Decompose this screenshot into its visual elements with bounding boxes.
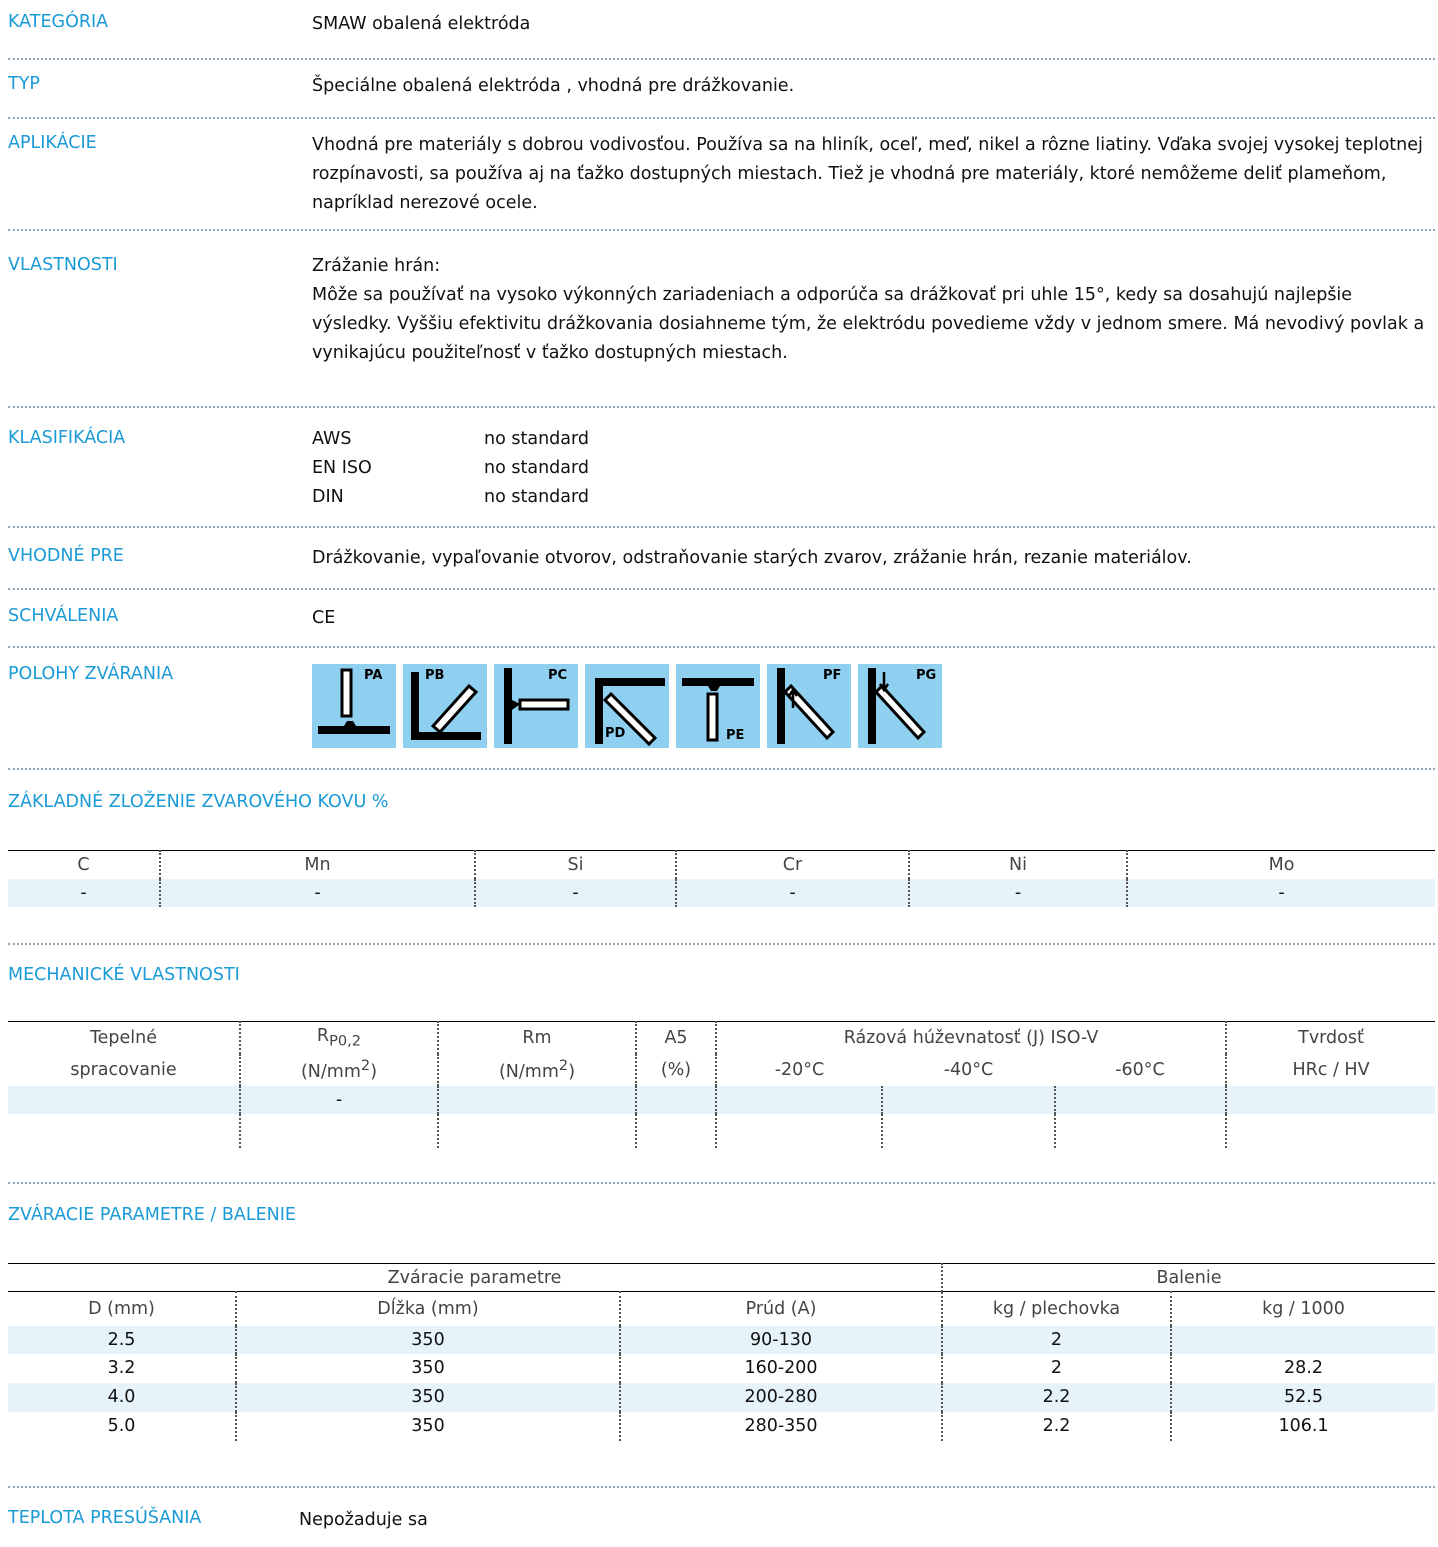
params-header: D (mm) [88,1298,155,1319]
position-code: PG [916,668,937,683]
cell: 106.1 [1171,1412,1435,1441]
position-code: PD [605,726,626,741]
klasifikacia-std: DIN [312,487,344,507]
cell [240,1114,438,1148]
rp-unit: (N/mm [300,1061,361,1082]
rp-sup: 2 [360,1057,371,1075]
divider [8,588,1435,590]
cell: 2 [942,1354,1171,1383]
klasifikacia-val: no standard [484,429,589,449]
value-aplikacie: Vhodná pre materiály s dobrou vodivosťou. Používa sa na hliník, oceľ, meď, nikel a rôzne liatiny. Vďaka svojej vysokej teplotnej rozpínavosti, sa používa aj na ťažko dostupných miestach. Tiež je vhodná pre materiály, ktoré nemôžeme deliť plameňom, napríklad nerezové ocele. [312,135,1423,213]
composition-value: - [160,879,475,907]
cell: 90-130 [620,1326,942,1354]
position-code: PE [726,728,745,743]
mechanical-table [8,1021,1435,1148]
composition-value: - [909,879,1127,907]
value-presusanie: Nepožaduje sa [299,1510,428,1530]
header-hardness-unit: HRc / HV [1226,1054,1435,1086]
cell: 3.2 [107,1358,136,1378]
cell: 280-350 [620,1412,942,1441]
cell: 350 [236,1354,620,1383]
cell: 350 [236,1326,620,1354]
table-row [8,1114,1435,1148]
position-pg-icon [858,664,942,748]
value-vlastnosti [312,252,1435,368]
composition-title-text: ZÁKLADNÉ ZLOŽENIE ZVAROVÉHO KOVU % [8,792,389,812]
table-row [8,1086,1435,1114]
position-code: PF [823,668,842,683]
divider [8,229,1435,231]
composition-value: - [676,879,909,907]
params-header: kg / plechovka [942,1292,1171,1326]
divider [8,646,1435,648]
cell: 350 [236,1383,620,1412]
divider [8,1486,1435,1488]
rm-unit: (N/mm [498,1061,559,1082]
cell: 200-280 [620,1383,942,1412]
rm-close: ) [568,1061,576,1082]
cell [1055,1086,1226,1114]
params-table [8,1263,1435,1441]
header-impact: Rázová húževnatosť (J) ISO-V [716,1022,1226,1054]
cell [1226,1114,1435,1148]
cell: 4.0 [107,1387,136,1407]
group-zvaracie: Zváracie parametre [387,1267,562,1288]
header-tepelne: Tepelné [89,1027,158,1048]
position-icons [312,664,942,748]
cell [8,1114,240,1148]
group-balenie: Balenie [942,1264,1435,1292]
cell [438,1086,636,1114]
composition-header: Mn [160,851,475,879]
cell [1055,1114,1226,1148]
composition-header: Cr [676,851,909,879]
klasifikacia-item [312,454,1435,483]
cell: 2 [942,1326,1171,1354]
table-header-row [8,1292,1435,1326]
rp-symbol: R [316,1026,330,1046]
table-row [8,1354,1435,1383]
position-code: PC [548,668,568,683]
divider [8,943,1435,945]
cell: 5.0 [107,1416,136,1436]
params-header: Dĺžka (mm) [236,1292,620,1326]
value-vhodne-pre: Drážkovanie, vypaľovanie otvorov, odstraňovanie starých zvarov, zrážanie hrán, rezanie materiálov. [312,548,1192,568]
position-pc-icon [494,664,578,748]
divider [8,58,1435,60]
header-rp [240,1022,438,1054]
composition-header: C [77,854,90,875]
label-vlastnosti: VLASTNOSTI [8,255,118,275]
table-header-row [8,1264,1435,1292]
composition-header: Si [475,851,676,879]
vlastnosti-line2: Môže sa používať na vysoko výkonných zariadeniach a odporúča sa drážkovať pri uhle 15°, kedy sa dosahujú najlepšie výsledky. Vyššiu efektivitu drážkovania dosiahneme tým, že elektródu povedieme vždy v jednom smere. Má nevodivý povlak a vynikajúcu použiteľnosť v ťažko dostupných miestach. [312,285,1425,363]
klasifikacia-item [312,425,1435,454]
position-pa-icon [312,664,396,748]
table-header-row [8,1054,1435,1086]
divider [8,406,1435,408]
divider [8,768,1435,770]
label-polohy: POLOHY ZVÁRANIA [8,664,174,684]
vlastnosti-line1: Zrážanie hrán: [312,256,441,276]
cell: 2.5 [107,1329,136,1350]
composition-header: Ni [909,851,1127,879]
klasifikacia-val: no standard [484,487,589,507]
header-hardness: Tvrdosť [1226,1022,1435,1054]
composition-value: - [80,882,87,903]
cell [636,1114,716,1148]
value-kategoria: SMAW obalená elektróda [312,14,531,34]
position-pf-icon [767,664,851,748]
cell: 28.2 [1171,1354,1435,1383]
label-aplikacie: APLIKÁCIE [8,133,97,153]
cell [716,1086,882,1114]
table-row [8,879,1435,907]
mechanical-title-text: MECHANICKÉ VLASTNOSTI [8,965,240,985]
cell [716,1114,882,1148]
header-t40: -40°C [943,1059,994,1080]
header-t60: -60°C [1115,1059,1165,1080]
klasifikacia-std: AWS [312,429,352,449]
header-rp-unit [240,1054,438,1086]
cell: 2.2 [942,1383,1171,1412]
cell [882,1114,1055,1148]
header-t20: -20°C [716,1054,882,1086]
label-kategoria: KATEGÓRIA [8,12,109,32]
cell [1226,1086,1435,1114]
params-header: Prúd (A) [620,1292,942,1326]
cell: 350 [236,1412,620,1441]
position-code: PA [364,668,383,683]
position-pe-icon [676,664,760,748]
cell [1171,1326,1435,1354]
value-schvalenia: CE [312,608,336,628]
composition-header: Mo [1127,851,1435,879]
divider [8,117,1435,119]
composition-table [8,850,1435,907]
rp-close: ) [370,1061,378,1082]
klasifikacia-list [312,425,1435,512]
table-row [8,1412,1435,1441]
cell: 2.2 [942,1412,1171,1441]
table-header-row [8,851,1435,879]
rm-sup: 2 [558,1057,569,1075]
composition-value: - [1127,879,1435,907]
cell: 52.5 [1171,1383,1435,1412]
header-a5-unit: (%) [636,1054,716,1086]
composition-value: - [475,879,676,907]
header-rm-unit [438,1054,636,1086]
klasifikacia-item [312,483,1435,512]
klasifikacia-val: no standard [484,458,589,478]
header-a5: A5 [636,1022,716,1054]
params-header: kg / 1000 [1171,1292,1435,1326]
cell-rp: - [240,1086,438,1114]
label-klasifikacia: KLASIFIKÁCIA [8,428,126,448]
table-header-row [8,1022,1435,1054]
klasifikacia-std: EN ISO [312,458,372,478]
cell [636,1086,716,1114]
cell: 160-200 [620,1354,942,1383]
position-code: PB [425,668,445,683]
divider [8,526,1435,528]
label-vhodne-pre: VHODNÉ PRE [8,546,124,566]
table-row [8,1383,1435,1412]
label-schvalenia: SCHVÁLENIA [8,606,119,626]
label-typ: TYP [8,74,40,94]
position-pd-icon [585,664,669,748]
header-rm: Rm [438,1022,636,1054]
header-tepelne-2: spracovanie [70,1059,177,1080]
cell [8,1086,240,1114]
cell [438,1114,636,1148]
rp-sub: P0,2 [329,1032,362,1050]
cell [882,1086,1055,1114]
label-presusanie: TEPLOTA PRESÚŠANIA [8,1508,202,1528]
table-row [8,1326,1435,1354]
position-pb-icon [403,664,487,748]
value-typ: Špeciálne obalená elektróda , vhodná pre drážkovanie. [312,76,795,96]
params-title-text: ZVÁRACIE PARAMETRE / BALENIE [8,1205,296,1225]
divider [8,1182,1435,1184]
